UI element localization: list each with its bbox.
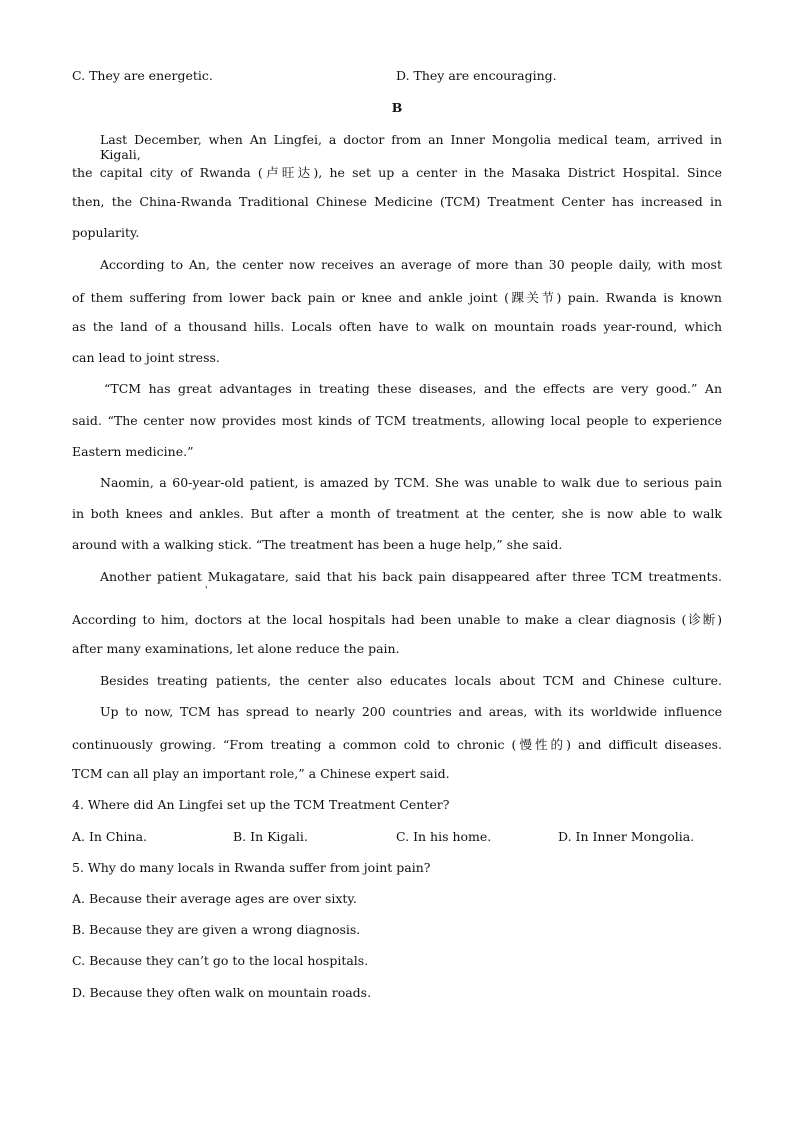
stray-mark: ' — [205, 586, 208, 596]
question-5-option-a: A. Because their average ages are over sixty. — [72, 891, 357, 906]
question-4-option-a: A. In China. — [72, 829, 148, 844]
passage-line: Up to now, TCM has spread to nearly 200 countries and areas, with its worldwide influence — [100, 704, 722, 719]
passage-line: Besides treating patients, the center also educates locals about TCM and Chinese culture. — [100, 673, 722, 688]
passage-line: of them suffering from lower back pain or knee and ankle joint (踝关节) pain. Rwanda is known — [72, 290, 722, 305]
passage-line: after many examinations, let alone reduce the pain. — [72, 641, 400, 656]
question-4-option-c: C. In his home. — [396, 829, 492, 844]
passage-line: Naomin, a 60-year-old patient, is amazed by TCM. She was unable to walk due to serious pain — [100, 475, 722, 490]
question-5-option-b: B. Because they are given a wrong diagnosis. — [72, 922, 361, 937]
passage-line: Another patient Mukagatare, said that his back pain disappeared after three TCM treatments. — [100, 569, 722, 584]
passage-line: According to him, doctors at the local hospitals had been unable to make a clear diagnosis (诊断) — [72, 612, 722, 627]
question-4-option-b: B. In Kigali. — [233, 829, 308, 844]
passage-line: TCM can all play an important role,” a Chinese expert said. — [72, 766, 450, 781]
passage-line: as the land of a thousand hills. Locals often have to walk on mountain roads year-round, which — [72, 319, 722, 334]
passage-line: According to An, the center now receives an average of more than 30 people daily, with most — [100, 257, 722, 272]
passage-line: said. “The center now provides most kinds of TCM treatments, allowing local people to experience — [72, 413, 722, 428]
question-5-option-d: D. Because they often walk on mountain roads. — [72, 985, 372, 1000]
section-label: B — [391, 100, 403, 115]
passage-line: Eastern medicine.” — [72, 444, 194, 459]
passage-line: then, the China-Rwanda Traditional Chinese Medicine (TCM) Treatment Center has increased in — [72, 194, 722, 209]
passage-line: Last December, when An Lingfei, a doctor from an Inner Mongolia medical team, arrived in Kigali, — [100, 132, 722, 162]
question-4-option-d: D. In Inner Mongolia. — [558, 829, 695, 844]
passage-line: can lead to joint stress. — [72, 350, 220, 365]
prev-option-d: D. They are encouraging. — [396, 68, 557, 83]
passage-line: in both knees and ankles. But after a month of treatment at the center, she is now able to walk — [72, 506, 722, 521]
passage-line: popularity. — [72, 225, 140, 240]
passage-line: “TCM has great advantages in treating these diseases, and the effects are very good.” An — [104, 381, 722, 396]
question-4-stem: 4. Where did An Lingfei set up the TCM Treatment Center? — [72, 797, 450, 812]
passage-line: around with a walking stick. “The treatment has been a huge help,” she said. — [72, 537, 563, 552]
question-5-stem: 5. Why do many locals in Rwanda suffer from joint pain? — [72, 860, 431, 875]
passage-line: the capital city of Rwanda (卢旺达), he set up a center in the Masaka District Hospital. Since — [72, 165, 722, 180]
prev-option-c: C. They are energetic. — [72, 68, 213, 83]
question-5-option-c: C. Because they can’t go to the local hospitals. — [72, 953, 369, 968]
passage-line: continuously growing. “From treating a common cold to chronic (慢性的) and difficult diseases. — [72, 737, 722, 752]
